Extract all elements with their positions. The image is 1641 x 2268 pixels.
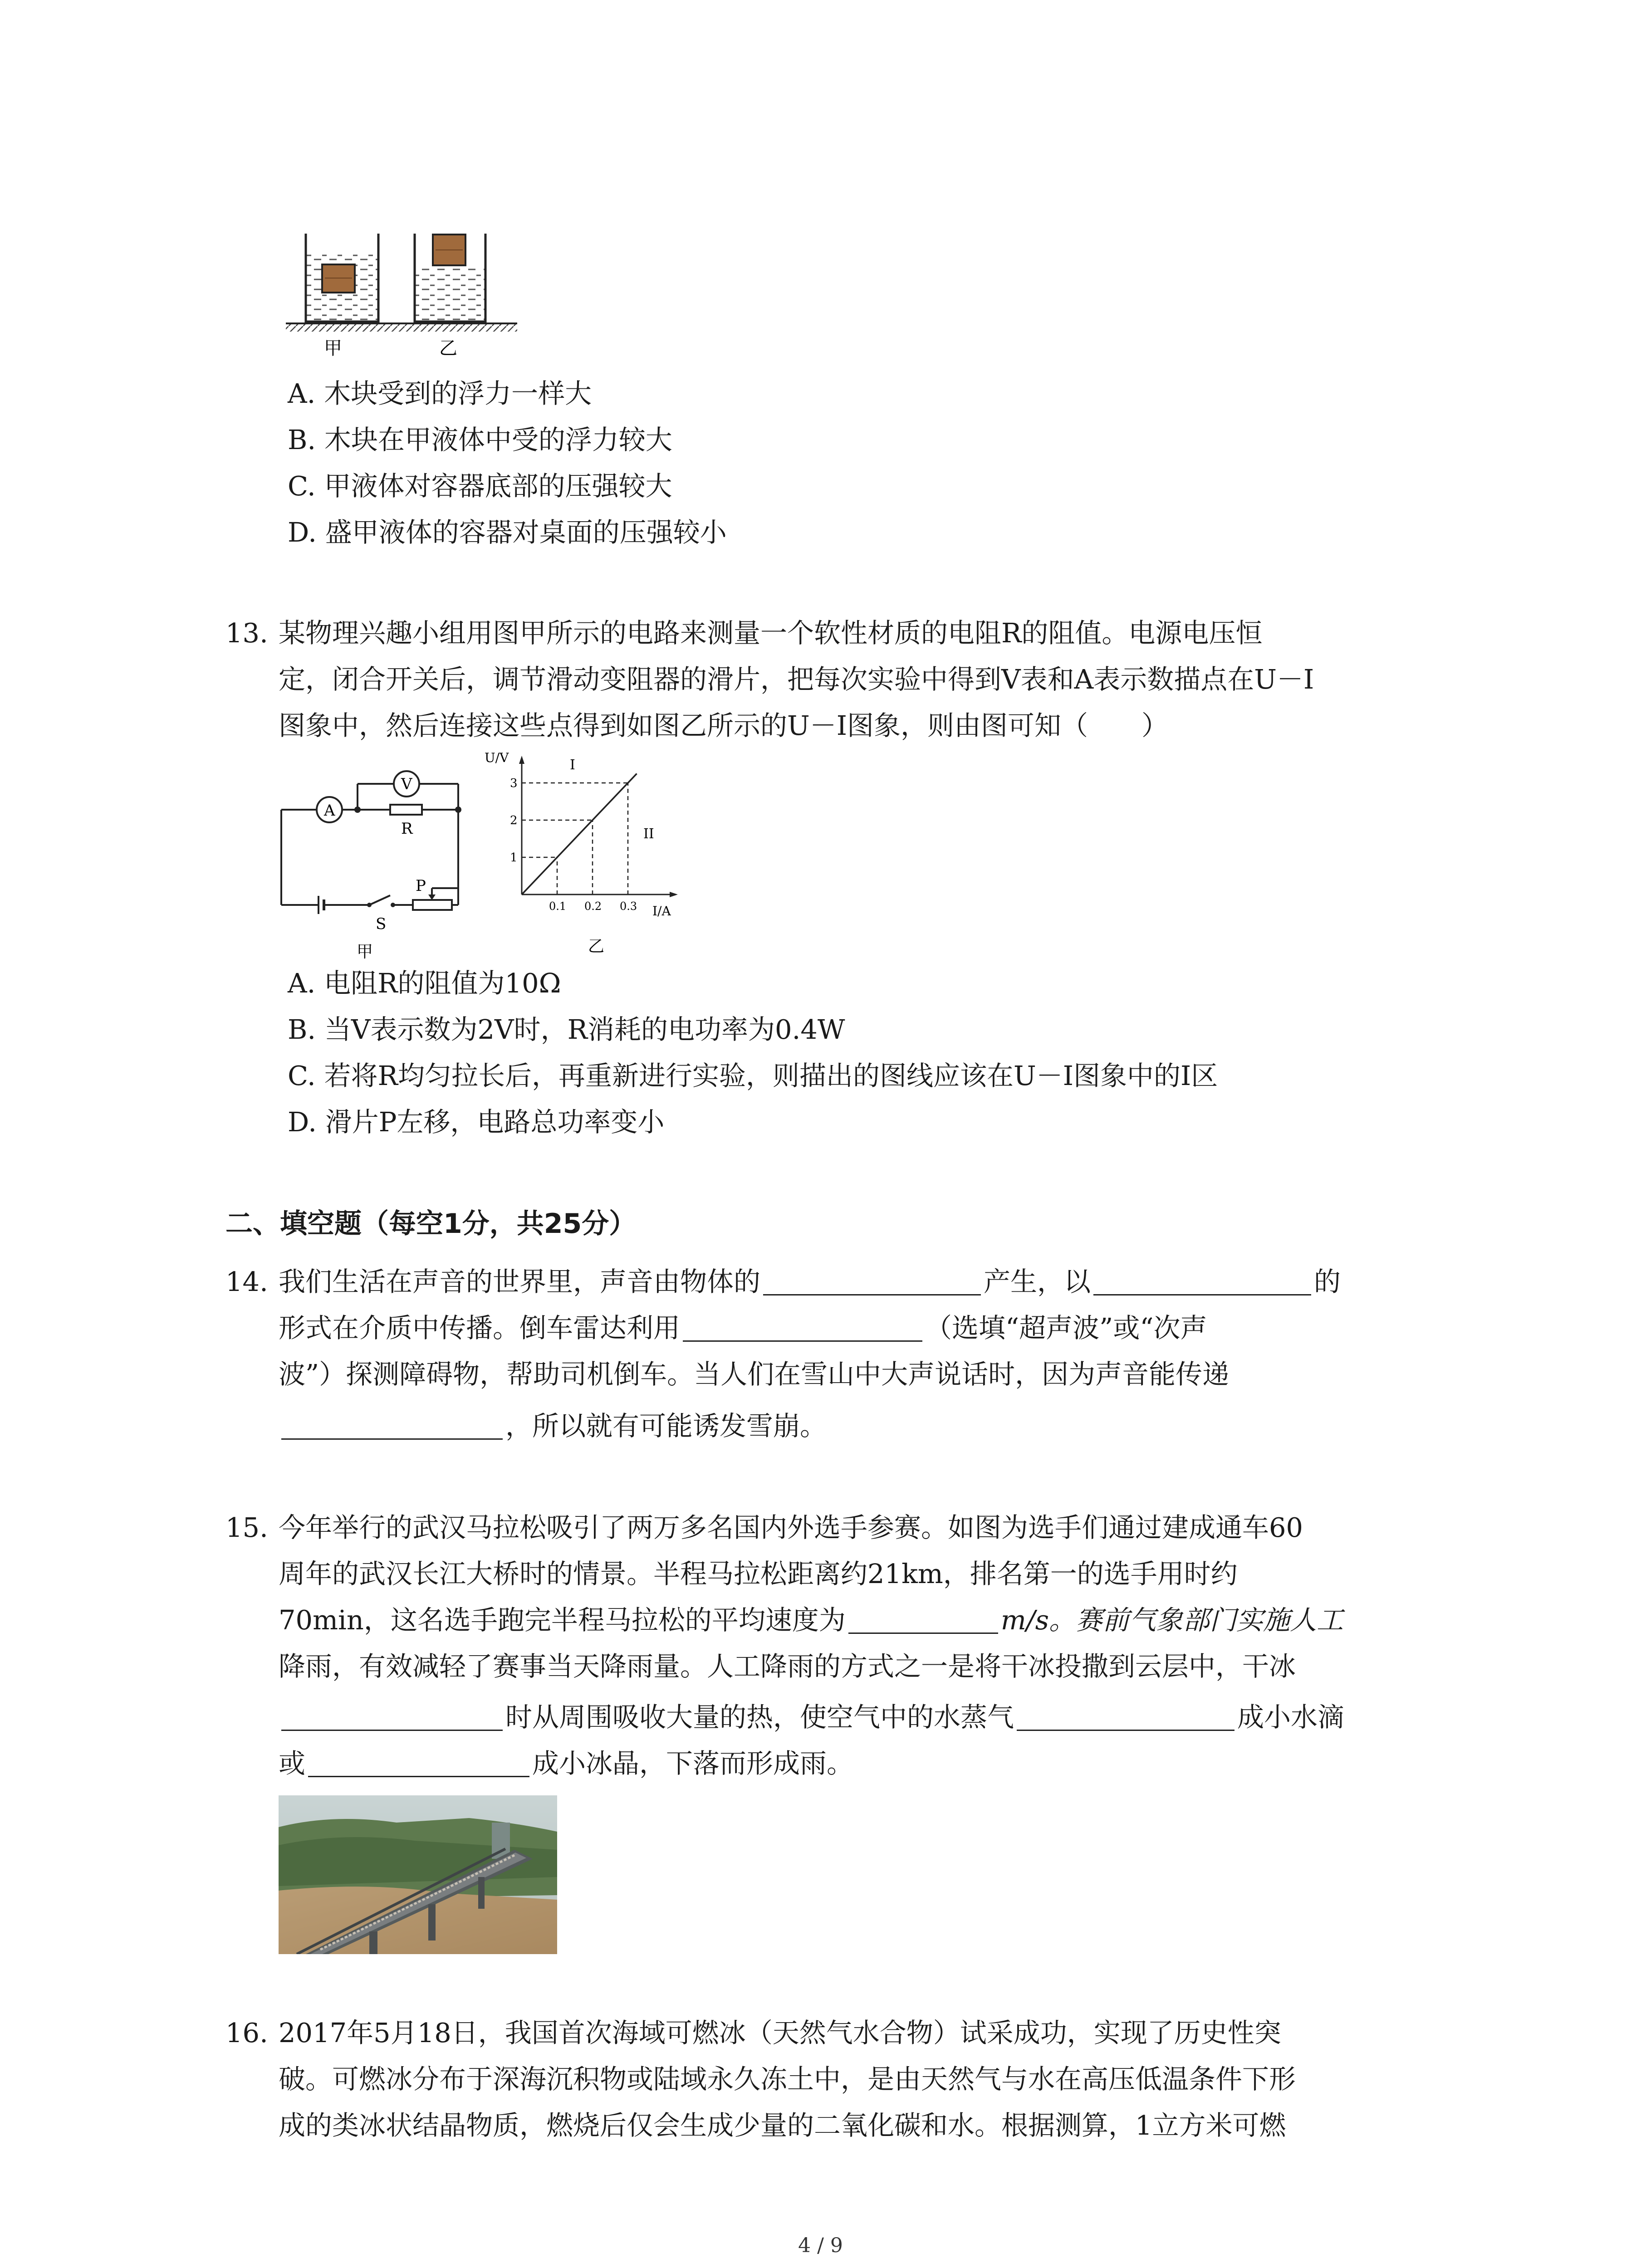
q12-option-a: A. 木块受到的浮力一样大: [288, 378, 592, 409]
q16-line-1: 2017年5月18日，我国首次海域可燃冰（天然气水合物）试采成功，实现了历史性突: [279, 2017, 1281, 2048]
q15-line-1: 今年举行的武汉马拉松吸引了两万多名国内外选手参赛。如图为选手们通过建成通车60: [279, 1512, 1303, 1543]
answer-blank[interactable]: [1017, 1702, 1234, 1731]
graph-caption: 乙: [588, 937, 605, 956]
circuit-caption: 甲: [357, 943, 373, 961]
slider-label: P: [416, 877, 426, 895]
q13-circuit-diagram: [277, 767, 476, 962]
y-tick-label: 3: [510, 777, 518, 790]
q12-option-c: C. 甲液体对容器底部的压强较大: [288, 470, 672, 502]
answer-blank[interactable]: [763, 1267, 981, 1295]
q13-option-d: D. 滑片P左移，电路总功率变小: [288, 1106, 665, 1138]
q16-line-3: 成的类冰状结晶物质，燃烧后仅会生成少量的二氧化碳和水。根据测算，1立方米可燃: [279, 2110, 1286, 2141]
q14-line-3: 波”）探测障碍物，帮助司机倒车。当人们在雪山中大声说话时，因为声音能传递: [279, 1359, 1230, 1390]
y-tick-label: 1: [510, 851, 518, 865]
ui-line: [522, 774, 637, 895]
resistor-r: [390, 805, 422, 815]
q13-stem-line: 某物理兴趣小组用图甲所示的电路来测量一个软性材质的电阻R的阻值。电源电压恒: [279, 617, 1263, 649]
rheostat: [413, 900, 452, 910]
q12-option-b: B. 木块在甲液体中受的浮力较大: [288, 424, 672, 455]
q15-text: 或: [279, 1748, 306, 1779]
q15-line-6: [279, 1744, 853, 1784]
q15-text: 时从周围吸收大量的热，使空气中的水蒸气: [505, 1701, 1014, 1733]
q15-line-4: 降雨，有效减轻了赛事当天降雨量。人工降雨的方式之一是将干冰投撒到云层中，干冰: [279, 1651, 1296, 1682]
x-axis-label: I/A: [652, 904, 671, 919]
q15-line-2: 周年的武汉长江大桥时的情景。半程马拉松距离约21km，排名第一的选手用时约: [279, 1558, 1238, 1589]
q15-text: m/s。赛前气象部门实施人工: [1000, 1604, 1343, 1636]
q14-number: 14.: [225, 1266, 268, 1297]
x-tick-label: 0.2: [584, 900, 602, 913]
label-yi: 乙: [439, 338, 457, 359]
x-tick-label: 0.3: [620, 900, 637, 913]
answer-blank[interactable]: [683, 1313, 922, 1342]
q15-number: 15.: [225, 1512, 268, 1543]
q16-number: 16.: [225, 2017, 268, 2048]
q12-figure: [281, 225, 535, 361]
answer-blank[interactable]: [308, 1749, 529, 1777]
q16-line-2: 破。可燃冰分布于深海沉积物或陆域永久冻土中，是由天然气与水在高压低温条件下形: [279, 2063, 1296, 2095]
y-tick-label: 2: [510, 814, 518, 827]
q15-text: 成小水滴: [1237, 1701, 1345, 1733]
resistor-label: R: [401, 820, 413, 838]
q14-text: （选填“超声波”或“次声: [925, 1312, 1207, 1344]
q14-line-2: [279, 1308, 1207, 1348]
q15-line-5: [279, 1697, 1344, 1737]
page-number: 4 / 9: [798, 2234, 843, 2257]
section-heading: 二、填空题（每空1分，共25分）: [225, 1208, 637, 1240]
q13-option-a: A. 电阻R的阻值为10Ω: [288, 968, 561, 999]
q13-option-b: B. 当V表示数为2V时，R消耗的电功率为0.4W: [288, 1014, 845, 1045]
q15-text: 70min，这名选手跑完半程马拉松的平均速度为: [279, 1604, 846, 1636]
region-ii-label: II: [643, 826, 654, 842]
ammeter-label: A: [324, 802, 335, 820]
q15-line-3: [279, 1600, 1343, 1640]
region-i-label: I: [570, 757, 575, 773]
q14-text: 产生，以: [984, 1266, 1091, 1297]
answer-blank[interactable]: [281, 1702, 503, 1731]
voltmeter-label: V: [401, 775, 412, 793]
bridge-photo: [279, 1795, 557, 1954]
q14-text: 我们生活在声音的世界里，声音由物体的: [279, 1266, 761, 1297]
q13-stem-line: 定，闭合开关后，调节滑动变阻器的滑片，把每次实验中得到V表和A表示数描点在U－I: [279, 664, 1314, 695]
q14-text: ，所以就有可能诱发雪崩。: [505, 1410, 827, 1442]
y-axis-label: U/V: [485, 750, 509, 765]
q13-number: 13.: [225, 617, 268, 649]
x-tick-label: 0.1: [549, 900, 567, 913]
answer-blank[interactable]: [848, 1605, 998, 1634]
q13-stem-line: 图象中，然后连接这些点得到如图乙所示的U－I图象，则由图可知（ ）: [279, 710, 1169, 741]
q15-text: 成小冰晶，下落而形成雨。: [532, 1748, 854, 1779]
q12-option-d: D. 盛甲液体的容器对桌面的压强较小: [288, 517, 727, 548]
q14-text: 的: [1314, 1266, 1341, 1297]
q14-line-1: [279, 1262, 1341, 1302]
switch-label: S: [376, 915, 387, 933]
answer-blank[interactable]: [1093, 1267, 1311, 1295]
switch-s: [369, 895, 390, 905]
q14-text: 形式在介质中传播。倒车雷达利用: [279, 1312, 681, 1344]
label-jia: 甲: [324, 338, 342, 359]
q13-ui-graph: [481, 748, 694, 962]
answer-blank[interactable]: [281, 1411, 503, 1440]
q14-line-4: [279, 1406, 827, 1446]
q13-option-c: C. 若将R均匀拉长后，再重新进行实验，则描出的图线应该在U－I图象中的Ⅰ区: [288, 1060, 1218, 1091]
